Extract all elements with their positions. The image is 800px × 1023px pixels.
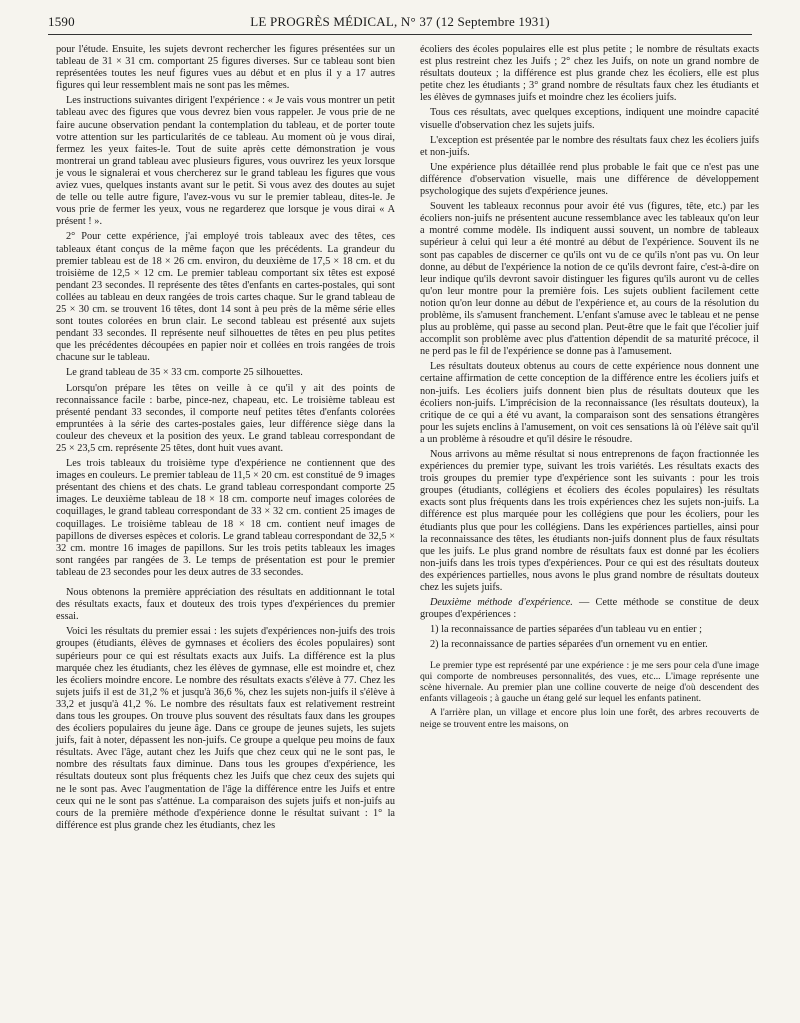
paragraph: Tous ces résultats, avec quelques exceptions, indiquent une moindre capacité visuelle d'observation chez les sujets juifs. [420, 107, 759, 131]
paragraph: L'exception est présentée par le nombre des résultats faux chez les écoliers juifs et non-juifs. [420, 134, 759, 158]
running-title: LE PROGRÈS MÉDICAL, N° 37 (12 Septembre 1931) [250, 14, 550, 29]
paragraph: Nous obtenons la première appréciation des résultats en additionnant le total des résultats exacts, faux et douteux des trois types d'expériences du premier essai. [56, 587, 395, 623]
paragraph: Deuxième méthode d'expérience. — Cette méthode se constitue de deux groupes d'expériences : [420, 597, 759, 621]
page-number: 1590 [48, 14, 75, 29]
right-column [420, 44, 759, 733]
paragraph: Les résultats douteux obtenus au cours de cette expérience nous donnent une certaine affirmation de cette conception de la différence entre les écoliers juifs et non-juifs. Les écoliers juifs donnent bien plus de résultats douteux que les écoliers non-juifs. L'imprécision de la reconnaissance (les résultats douteux), la critique de ce qui a été vu avant, la comparaison sont des sensations étrangères pour les sujets enclins à l'amusement, on voit ces sensations là où l'élève sait qu'il a un problème à résoudre et qu'il désire le résoudre. [420, 361, 759, 445]
section-heading: Deuxième méthode d'expérience. [430, 597, 573, 609]
paragraph: Une expérience plus détaillée rend plus probable le fait que ce n'est pas une différence d'observation visuelle, mais une différence de développement psychologique des sujets d'expérience jeunes. [420, 161, 759, 198]
paragraph: Les trois tableaux du troisième type d'expérience ne contiennent que des images en couleurs. Le premier tableau de 11,5 × 20 cm. est constitué de 9 images présentant des chiens et des chats. Le grand tableau correspondant comporte 25 images. Le deuxième tableau de 18 × 18 cm. comporte neuf images colorées de coquillages, le grand tableau correspondant de 33 × 32 cm. contient 25 images de coquillages. Le troisième tableau de 18 × 18 cm. contient neuf images de papillons de diverses espèces et coloris. Le grand tableau correspondant de 32,5 × 32 cm. montre 16 images de papillons. Sur les trois petits tableaux les images sont rangées par rangées de 3. Le temps de présentation est pour le premier tableau de 23 secondes pour les deux autres de 33 secondes. [56, 458, 395, 578]
paragraph: Les instructions suivantes dirigent l'expérience : « Je vais vous montrer un petit tableau avec des figures que vous devrez bien vous rappeler. Je vous prie de ne faire aucune observation pendant la contemplation du tableau, et de porter toute votre attention sur les particularités de ce tableau. Au moment où je vous dirai, fermez les yeux faites-le. Tout de suite après cette démonstration je vous montrerai un grand tableau avec plusieurs figures, vous ouvrirez les yeux lorsque je vous le signalerai et vous chercherez sur le grand tableau les figures que vous aviez vues, quelques instants avant sur le petit. Si vous avez des doutes au sujet de telle ou telle autre figure, l'avez-vous vu sur le premier tableau, dites-le. Je vous prie de fermer les yeux, vous ne regarderez que lorsque je vous dirai « A présent ! ». [56, 95, 395, 228]
paragraph: 2° Pour cette expérience, j'ai employé trois tableaux avec des têtes, ces tableaux étant conçus de la même façon que les précédents. La grandeur du premier tableau est de 18 × 26 cm. environ, du deuxième de 17,5 × 18 cm. et du troisième de 12,5 × 12 cm. Le premier tableau comportant six têtes est exposé pendant 23 secondes. Il représente des têtes d'enfants en cartes-postales, qui sont collées au tableau en deux rangées de trois cartes chaque. Sur le grand tableau de 25 × 30 cm. se trouvent 16 têtes, dont 14 sont à peu près de la même série elles sont toutes colorées en brun clair. Le second tableau est présenté aux sujets pendant 33 secondes. Il représente neuf silhouettes de têtes en peu plus petites que les précédentes découpées en papier noir et collées en trois rangées de trois chacune sur le tableau. [56, 231, 395, 364]
header-rule [48, 34, 752, 35]
paragraph: 2) la reconnaissance de parties séparées d'un ornement vu en entier. [430, 639, 708, 651]
page-header [48, 14, 752, 32]
paragraph: A l'arrière plan, un village et encore plus loin une forêt, des arbres recouverts de neige se trouvent entre les maisons, on [420, 707, 759, 730]
paragraph: écoliers des écoles populaires elle est plus petite ; le nombre de résultats exacts est plus restreint chez les Juifs ; 2° chez les Juifs, on note un grand nombre de résultats douteux ; la différence est plus grande chez les écoliers, elle est plus petite chez les étudiants ; 3° grand nombre de résultats faux chez les étudiants et les élèves de gymnases juifs et moindre chez les écoliers juifs. [420, 44, 759, 104]
paragraph: Le grand tableau de 35 × 33 cm. comporte 25 silhouettes. [66, 367, 303, 379]
paragraph: Le premier type est représenté par une expérience : je me sers pour cela d'une image qui comporte de nombreuses personnalités, des vues, etc... L'image représente une scène hivernale. Au premier plan une colline couverte de neige d'où descendent des enfants villageois ; à gauche un étang gelé sur lequel les enfants patinent. [420, 659, 759, 705]
left-column [56, 44, 395, 835]
paragraph: Nous arrivons au même résultat si nous entreprenons de façon fractionnée les expériences du premier type, suivant les trois variétés. Les résultats exacts des trois groupes du premier type d'expérience sont les suivants : pour les trois groupes (étudiants, collégiens et écoliers des écoles populaires) les résultats exacts sont plus fréquents dans les trois expériences chez les sujets non-juifs. La différence est plus marquée pour les collégiens que pour les écoliers, pour les étudiants plus que pour les collégiens. Dans les expériences partielles, ainsi pour la reconnaissance des têtes, les étudiants non-juifs donnent plus de faux résultats que les juifs. Le plus grand nombre de résultats faux est donné par les écoliers non-juifs dans les trois types d'expériences. Pour ce qui est des résultats douteux des expériences partielles, nous avons le plus grand nombre de résultats douteux chez les sujets juifs. [420, 449, 759, 594]
paragraph: pour l'étude. Ensuite, les sujets devront rechercher les figures présentées sur un tableau de 31 × 31 cm. comportant 25 figures diverses. Sur ce tableau sont bien représentées toutes les neuf figures vues au début et en plus il y a 17 autres figures qui leur ressemblent mais ne sont pas les mêmes. [56, 44, 395, 92]
paragraph: Souvent les tableaux reconnus pour avoir été vus (figures, tête, etc.) par les écoliers non-juifs ne présentent aucune ressemblance avec les tableaux qu'on leur a montré comme modèle. Ils indiquent aussi souvent, un nombre de tableaux supérieur à celui qui leur a été montré au début de l'expérience. Souvent ils ne sont pas capables de discerner ce qu'ils ont vu de ce qu'ils n'ont pas vu. On leur donne, au début de l'expérience la notion de ce qu'ils devront faire, c'est-à-dire on leur indique qu'ils devront savoir distinguer les figures qu'ils auront vu de celles qu'on leur montre pour la première fois. Les sujets oublient facilement cette notion qu'on leur donne au début de l'expérience et, au cours de la résolution du problème, ils s'amusent franchement. L'enfant s'amuse avec le tableau et ne pense plus au problème, qui passe au second plan. Peut-être que le fait que l'écolier juif accomplit son problème avec plus d'attention dépendit de sa maturité précoce, il ne perd pas le fil de l'expérience se donne pas à l'amusement. [420, 201, 759, 358]
paragraph: 1) la reconnaissance de parties séparées d'un tableau vu en entier ; [430, 624, 703, 636]
paragraph: Lorsqu'on prépare les têtes on veille à ce qu'il y ait des points de reconnaissance facile : barbe, pince-nez, chapeau, etc. Le troisième tableau est présenté pendant 33 secondes, il comporte neuf petites têtes d'enfants colorées empruntées à la série des cartes-postales gaies, leur différence siège dans la couleur des cheveux et la position des yeux. Le grand tableau correspondant de 25 × 23,5 cm. représente 25 têtes, dont huit vues avant. [56, 382, 395, 454]
paragraph: Voici les résultats du premier essai : les sujets d'expériences non-juifs des trois groupes (étudiants, élèves de gymnases et écoliers des écoles populaires) sont supérieurs pour ce qui est résultats exacts aux Juifs. La différence est la plus marquée chez les étudiants, chez les élèves de gymnase, elle est moindre et, chez les écoliers moindre encore. Le nombre des résultats exacts s'élève à 77. Chez les sujets juifs il est de 31,2 % et jusqu'à 36,6 %, chez les sujets non-juifs il s'élève à 33,2 et jusqu'à 41,2 %. Le nombre des résultats faux est relativement restreint dans tous les groupes. On trouve plus souvent des résultats faux dans les groupes des écoliers populaires du jeune âge. Dans ce groupe de jeunes sujets, les sujets juifs, fait à noter, dépassent les non-juifs. Ce groupe a quelque peu moins de faux résultats. Avec l'âge, autant chez les Juifs que chez ceux qui ne le sont pas, le nombre des résultats faux diminue. Dans tous les groupes d'expérience, les résultats douteux sont plus fréquents chez les Juifs que chez ceux des sujets qui ne le sont pas. Avec l'augmentation de l'âge la différence entre les Juifs et entre ceux qui ne le sont pas s'atténue. La comparaison des sujets juifs et non-juifs au cours de la première méthode d'expérience donne le résultat suivant : 1° la différence est plus grande chez les étudiants, chez les [56, 626, 395, 831]
